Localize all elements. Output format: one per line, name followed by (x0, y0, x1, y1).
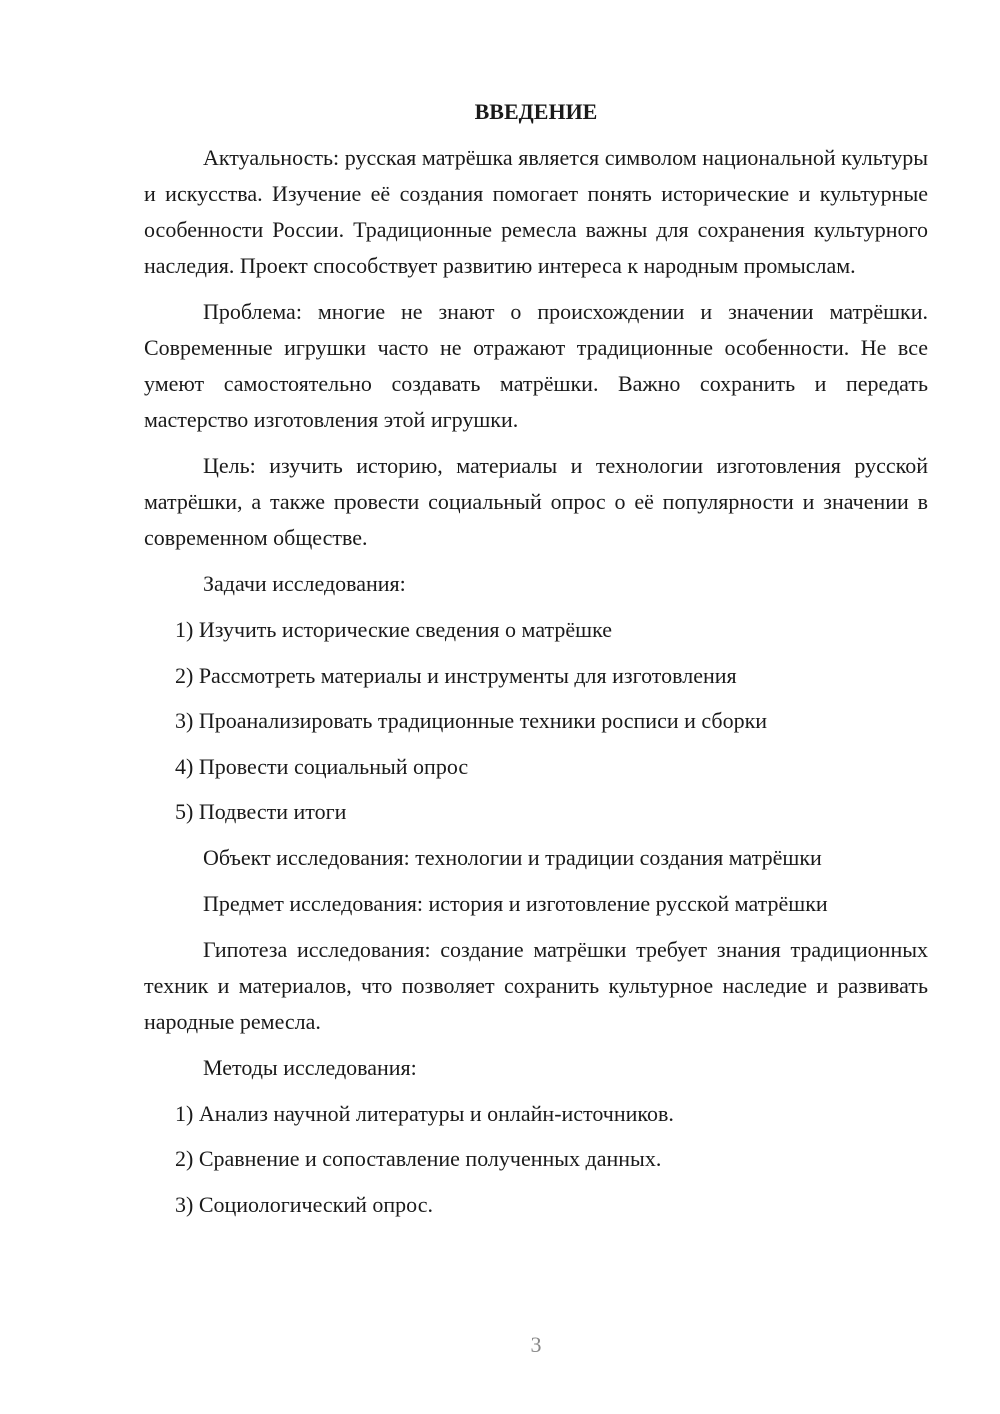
list-item: 2) Сравнение и сопоставление полученных данных. (175, 1146, 662, 1171)
list-item: 3) Проанализировать традиционные техники росписи и сборки (175, 708, 768, 733)
document-page (144, 94, 928, 1232)
list-item: 3) Социологический опрос. (175, 1191, 433, 1217)
hypothesis-paragraph: Гипотеза исследования: создание матрёшки требует знания традиционных техник и материалов, что позволяет сохранить культурное наследие и развивать народные ремесла. (144, 936, 928, 1034)
object-line: Объект исследования: технологии и традиции создания матрёшки (203, 844, 822, 870)
tasks-list (144, 612, 928, 830)
tasks-heading: Задачи исследования: (203, 571, 406, 596)
list-item: 2) Рассмотреть материалы и инструменты для изготовления (175, 662, 737, 688)
list-item: 5) Подвести итоги (175, 799, 347, 824)
relevance-paragraph: Актуальность: русская матрёшка является символом национальной культуры и искусства. Изучение её создания помогает понять исторические и культурные особенности России. Традиционные ремесла важны для сохранения культурного наследия. Проект способствует развитию интереса к народным промыслам. (144, 145, 928, 278)
methods-list (144, 1096, 928, 1223)
list-item: 1) Изучить исторические сведения о матрёшке (175, 617, 613, 642)
subject-line: Предмет исследования: история и изготовление русской матрёшки (203, 890, 828, 916)
methods-heading: Методы исследования: (203, 1054, 417, 1080)
list-item: 4) Провести социальный опрос (175, 753, 469, 779)
page-number: 3 (530, 1332, 542, 1357)
problem-paragraph: Проблема: многие не знают о происхождении и значении матрёшки. Современные игрушки часто не отражают традиционные особенности. Не все умеют самостоятельно создавать матрёшки. Важно сохранить и передать мастерство изготовления этой игрушки. (144, 299, 928, 432)
section-title: ВВЕДЕНИЕ (474, 99, 598, 124)
list-item: 1) Анализ научной литературы и онлайн-источников. (175, 1100, 674, 1126)
goal-paragraph: Цель: изучить историю, материалы и технологии изготовления русской матрёшки, а также провести социальный опрос о её популярности и значении в современном обществе. (144, 453, 928, 550)
